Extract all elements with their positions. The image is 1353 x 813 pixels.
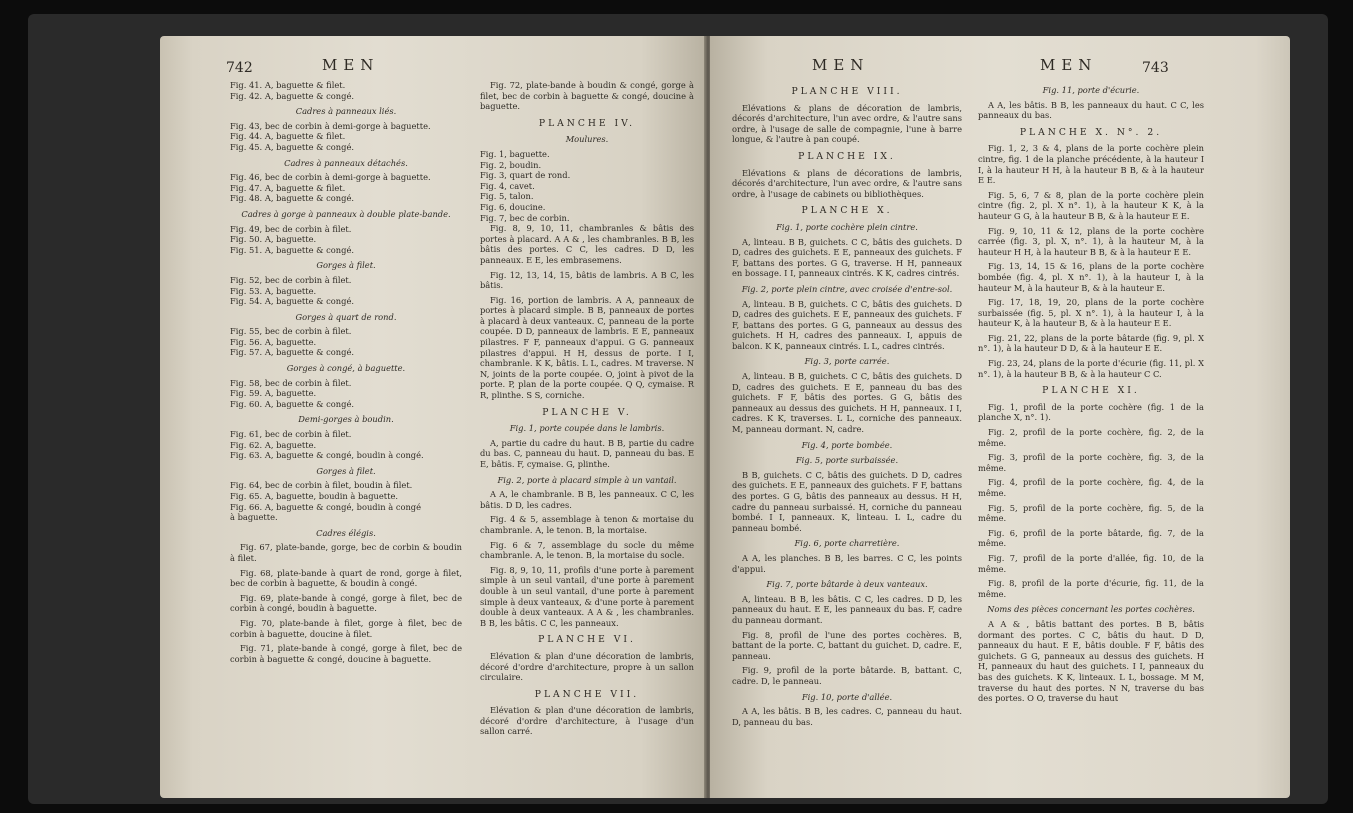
entry-line: Fig. 62. A, baguette. [230,439,317,450]
entry-line: à baguette. [230,512,278,523]
caption-line: Fig. 2, porte plein cintre, avec croisée d'entre-sol. [741,283,953,294]
caption-line: Fig. 4, porte bombée. [801,439,893,450]
caption-line: Cadres à panneaux liés. [295,106,397,117]
paragraph: Fig. 12, 13, 14, 15, bâtis de lambris. A B C, les bâtis. [480,269,694,291]
paragraph: A, linteau. B B, guichets. C C, bâtis des guichets. D D, cadres des guichets. E E, panneaux des guichets. F F, battans des portes. G G, traverse. H H, panneaux en bossage. I I, panneaux cintrés. K K, cadres cintrés. [732,236,962,279]
book-spread [28,14,1328,804]
entry-line: Fig. 45. A, baguette & congé. [230,141,354,152]
caption-line: Fig. 7, porte bâtarde à deux vanteaux. [766,579,928,590]
left-page [160,36,706,798]
caption-line: Gorges à quart de rond. [295,311,397,322]
caption-line: Fig. 6, porte charretière. [794,538,900,549]
paragraph: A A & , bâtis battant des portes. B B, bâtis dormant des portes. C C, bâtis du haut. D D, panneaux du haut. E E, bâtis double. F F, bâtis des guichets. G G, panneaux au dessus des guichets. H H, panneaux du haut des guichets. I I, panneaux du bas des guichets. K K, linteaux. L L, bossage. M M, traverse du haut des portes. N N, traverse du bas des portes. O O, traverse du haut [978,618,1204,704]
caption-line: Fig. 11, porte d'écurie. [1042,85,1140,95]
entry-line: Fig. 55, bec de corbin à filet. [230,326,352,337]
plate-heading: PLANCHE V. [542,406,632,418]
paragraph: A A, les planches. B B, les barres. C C, les points d'appui. [732,552,962,574]
paragraph: Fig. 2, profil de la porte cochère, fig. 2, de la même. [978,427,1204,448]
paragraph: Elévations & plans de décorations de lambris, décorés d'architecture, l'un avec ordre, & l'autre sans ordre, à l'usage de cabinets ou bibliothèques. [732,167,962,199]
paragraph: Elévations & plans de décoration de lambris, décorés d'architecture, l'un avec ordre, & l'autre sans ordre, à l'usage de salle de compagnie, l'une à barre longue, & l'autre à pan coupé. [732,102,962,145]
caption-line: Cadres à gorge à panneaux à double plate-bande. [241,208,451,219]
entry-line: Fig. 53. A, baguette. [230,285,317,296]
paragraph: Elévation & plan d'une décoration de lambris, décoré d'ordre d'architecture, à l'usage d'un sallon carré. [480,705,694,737]
entry-line: Fig. 3, quart de rond. [480,170,571,181]
right-column-1 [732,80,962,731]
caption-line: Gorges à filet. [316,465,376,476]
caption-line: Fig. 1, porte cochère plein cintre. [776,221,918,232]
entry-line: Fig. 6, doucine. [480,201,546,212]
paragraph: Fig. 8, profil de la porte d'écurie, fig. 11, de la même. [978,578,1204,599]
paragraph: Fig. 7, profil de la porte d'allée, fig. 10, de la même. [978,552,1204,574]
paragraph: A, linteau. B B, guichets. C C, bâtis des guichets. D D, cadres des guichets. E E, panneau du bas des guichets. F F, bâtis des portes. G G, bâtis des panneaux au dessus des guichets. H H, panneaux. I I, cadres. K K, traverses. L L, corniche des panneaux. M, panneau dormant. N, cadre. [732,371,962,435]
paragraph: Fig. 23, 24, plans de la porte d'écurie (fig. 11, pl. X n°. 1), à la hauteur B B, & à la hauteur C C. [978,358,1204,379]
entry-line: Fig. 64, bec de corbin à filet, boudin à filet. [230,480,413,491]
paragraph: A, linteau. B B, les bâtis. C C, les cadres. D D, les panneaux du haut. E E, les panneaux du bas. F, cadre du panneau dormant. [732,593,962,625]
paragraph: Fig. 4, profil de la porte cochère, fig. 4, de la même. [978,477,1204,498]
caption-line: Gorges à filet. [316,260,376,271]
entry-line: Fig. 50. A, baguette. [230,234,317,245]
caption-line: Fig. 2, porte à placard simple à un vantail. [497,474,677,485]
paragraph: Fig. 5, profil de la porte cochère, fig. 5, de la même. [978,502,1204,524]
plate-heading: PLANCHE VI. [538,634,636,646]
entry-line: Fig. 57. A, baguette & congé. [230,347,354,358]
paragraph: Fig. 70, plate-bande à filet, gorge à filet, bec de corbin à baguette, doucine à filet. [230,617,462,639]
paragraph: A A, les bâtis. B B, les panneaux du haut. C C, les panneaux du bas. [978,99,1204,121]
entry-line: Fig. 43, bec de corbin à demi-gorge à baguette. [230,120,431,131]
paragraph: B B, guichets. C C, bâtis des guichets. D D, cadres des guichets. E E, panneaux des guichets. F F, battans des portes. G G, bâtis des panneaux au dessus. H H, cadre du panneau surbaissé. H, corniche du panneau bombé. I I, panneaux. K, linteau. L L, cadre du panneau bombé. [732,469,962,533]
entry-line: Fig. 61, bec de corbin à filet. [230,429,352,440]
entry-line: Fig. 4, cavet. [480,180,535,191]
paragraph: A, partie du cadre du haut. B B, partie du cadre du bas. C, panneau du haut. D, panneau du bas. E E, bâtis. F, cymaise. G, plinthe. [480,437,694,469]
paragraph: Elévation & plan d'une décoration de lambris, décoré d'ordre d'architecture, propre à un sallon circulaire. [480,650,694,683]
entry-line: Fig. 42. A, baguette & congé. [230,90,354,101]
paragraph: Fig. 21, 22, plans de la porte bâtarde (fig. 9, pl. X n°. 1), à la hauteur D D, & à la hauteur E E. [978,332,1204,354]
paragraph: Fig. 9, profil de la porte bâtarde. B, battant. C, cadre. D, le panneau. [732,665,962,686]
caption-line: Cadres élégis. [316,527,376,538]
entry-line: Fig. 1, baguette. [480,148,550,159]
entry-line: Fig. 65. A, baguette, boudin à baguette. [230,491,398,501]
paragraph: Fig. 67, plate-bande, gorge, bec de corbin & boudin à filet. [230,542,462,563]
paragraph: A, linteau. B B, guichets. C C, bâtis des guichets. D D, cadres des guichets. E E, panneaux des guichets. F F, battans des portes. G G, panneaux au dessus des guichets. H H, cadres des panneaux. I, appuis de balcon. K K, panneaux cintrés. L L, cadres cintrés. [732,298,962,351]
paragraph: Fig. 9, 10, 11 & 12, plans de la porte cochère carrée (fig. 3, pl. X, n°. 1), à la hauteur M, à la hauteur H H, à la hauteur B B, & à la hauteur E E. [978,225,1204,257]
caption-line: Demi-gorges à boudin. [298,414,394,425]
caption-line: Fig. 5, porte surbaissée. [795,455,899,466]
right-page-number: 743 [1142,60,1169,76]
paragraph: Fig. 71, plate-bande à congé, gorge à filet, bec de corbin à baguette & congé, doucine à baguette. [230,643,462,664]
caption-line: Moulures. [565,134,609,145]
plate-heading: PLANCHE XI. [1042,385,1140,397]
left-column-2 [480,80,694,741]
entry-line: Fig. 46, bec de corbin à demi-gorge à baguette. [230,172,431,183]
paragraph: Fig. 16, portion de lambris. A A, panneaux de portes à placard simple. B B, panneaux de portes à placard à deux vanteaux. C, panneau de la porte coupée. D D, panneaux de lambris. E E, panneaux pilastres. F F, panneaux d'appui. G G. panneaux pilastres d'appui. H H, dessus de porte. I I, chambranle. K K, bâtis. L L, cadres. M traverse. N N, joints de la porte coupée. O, joint à pivot de la porte. P, plan de la porte coupée. Q Q, cymaise. R R, plinthe. S S, corniche. [480,294,694,401]
paragraph: Fig. 8, 9, 10, 11, chambranles & bâtis des portes à placard. A A & , les chambranles. B B, les bâtis des portes. C C, les cadres. D D, les panneaux. E E, les embrasemens. [480,223,694,265]
caption-line: Fig. 10, porte d'allée. [801,691,893,702]
right-running-head: MEN [812,56,870,74]
plate-heading: PLANCHE VII. [534,688,640,700]
entry-line: Fig. 49, bec de corbin à filet. [230,223,352,234]
paragraph: A A, le chambranle. B B, les panneaux. C C, les bâtis. D D, les cadres. [480,489,694,510]
paragraph: Fig. 4 & 5, assemblage à tenon & mortaise du chambranle. A, le tenon. B, la mortaise. [480,514,694,535]
entry-line: Fig. 47. A, baguette & filet. [230,182,346,193]
paragraph: A A, les bâtis. B B, les cadres. C, panneau du haut. D, panneau du bas. [732,706,962,727]
paragraph: Fig. 6 & 7, assemblage du socle du même chambranle. A, le tenon. B, la mortaise du socle. [480,539,694,561]
plate-heading: PLANCHE IX. [798,150,896,162]
paragraph: Fig. 1, 2, 3 & 4, plans de la porte cochère plein cintre, fig. 1 de la planche précédente, à la hauteur I I, à la hauteur H H, à la hauteur B B, & à la hauteur E E. [978,143,1204,186]
paragraph: Fig. 3, profil de la porte cochère, fig. 3, de la même. [978,452,1204,473]
plate-heading: PLANCHE IV. [538,117,636,129]
caption-line: Fig. 3, porte carrée. [804,356,890,367]
entry-line: Fig. 2, boudin. [480,159,542,170]
entry-line: Fig. 66. A, baguette & congé, boudin à congé [230,501,422,512]
right-running-head-2: MEN [1040,56,1098,74]
entry-line: Fig. 59. A, baguette. [230,388,317,399]
paragraph: Fig. 8, profil de l'une des portes cochères. B, battant de la porte. C, battant du guichet. D, cadre. E, panneau. [732,629,962,661]
caption-line: Cadres à panneaux détachés. [284,157,408,168]
entry-line: Fig. 60. A, baguette & congé. [230,398,354,409]
left-page-number: 742 [226,60,253,76]
caption-line: Gorges à congé, à baguette. [286,363,406,374]
entry-line: Fig. 7, bec de corbin. [480,212,570,223]
paragraph: Fig. 72, plate-bande à boudin & congé, gorge à filet, bec de corbin à baguette & congé, doucine à baguette. [480,80,694,112]
entry-line: Fig. 63. A, baguette & congé, boudin à congé. [230,450,424,461]
paragraph: Fig. 13, 14, 15 & 16, plans de la porte cochère bombée (fig. 4, pl. X n°. 1), à la hauteur I, à la hauteur M, à la hauteur B, & à la hauteur E. [978,261,1204,293]
paragraph: Fig. 8, 9, 10, 11, profils d'une porte à parement simple à un seul vantail, d'une porte à parement double à un seul vantail, d'une porte à parement simple à deux vanteaux, & d'une porte à parement double à deux vanteaux. A A & , les chambranles. B B, les bâtis. C C, les panneaux. [480,564,694,628]
entry-line: Fig. 58, bec de corbin à filet. [230,377,352,388]
left-running-head: MEN [322,56,380,74]
right-page [710,36,1290,798]
right-column-2 [978,80,1204,708]
paragraph: Fig. 69, plate-bande à congé, gorge à filet, bec de corbin à congé, boudin à baguette. [230,592,462,614]
paragraph: Fig. 68, plate-bande à quart de rond, gorge à filet, bec de corbin à baguette, & boudin à congé. [230,567,462,589]
paragraph: Fig. 6, profil de la porte bâtarde, fig. 7, de la même. [978,527,1204,549]
paragraph: Fig. 1, profil de la porte cochère (fig. 1 de la planche X, n°. 1). [978,401,1204,423]
plate-heading: PLANCHE X. N°. 2. [1019,126,1163,138]
caption-line: Fig. 1, porte coupée dans le lambris. [509,423,665,434]
plate-heading: PLANCHE VIII. [791,86,903,97]
entry-line: Fig. 44. A, baguette & filet. [230,131,346,142]
paragraph: Fig. 5, 6, 7 & 8, plan de la porte cochère plein cintre (fig. 2, pl. X n°. 1), à la hauteur K K, à la hauteur G G, à la hauteur B B, & à la hauteur E E. [978,189,1204,221]
entry-line: Fig. 56. A, baguette. [230,336,317,347]
entry-line: Fig. 5, talon. [480,191,534,202]
plate-heading: PLANCHE X. [801,205,893,217]
entry-line: Fig. 48. A, baguette & congé. [230,193,354,204]
entry-line: Fig. 54. A, baguette & congé. [230,296,354,307]
paragraph: Fig. 17, 18, 19, 20, plans de la porte cochère surbaissée (fig. 5, pl. X n°. 1), à la hauteur I, à la hauteur K, à la hauteur B, & à la hauteur E E. [978,297,1204,329]
caption-line: Noms des pièces concernant les portes cochères. [987,604,1195,615]
left-column-1 [230,80,462,668]
entry-line: Fig. 41. A, baguette & filet. [230,80,346,90]
entry-line: Fig. 52, bec de corbin à filet. [230,274,352,285]
entry-line: Fig. 51. A, baguette & congé. [230,244,354,255]
